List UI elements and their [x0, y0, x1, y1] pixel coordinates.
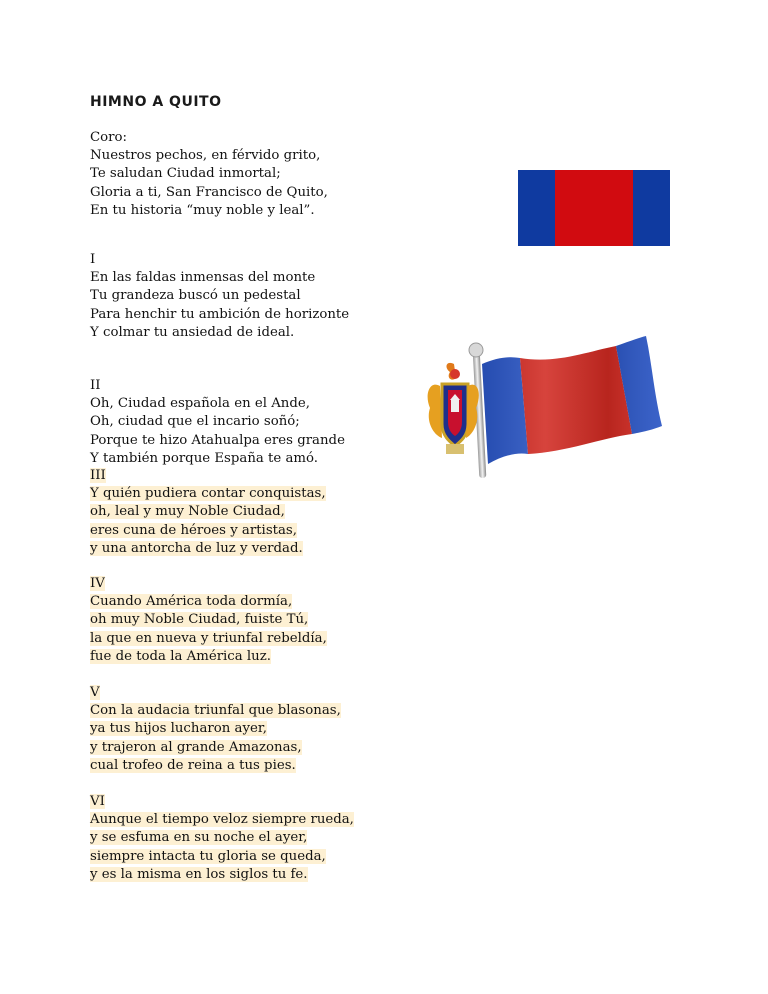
stanza-5	[90, 684, 341, 775]
verse-line: siempre intacta tu gloria se queda,	[90, 848, 326, 864]
verse-line: y se esfuma en su noche el ayer,	[90, 830, 308, 846]
stanza-3	[90, 467, 326, 558]
verse-line: Te saludan Ciudad inmortal;	[90, 166, 281, 182]
verse-line: Con la audacia triunfal que blasonas,	[90, 703, 341, 719]
coat-of-arms-icon	[428, 363, 479, 454]
stanza-label: II	[90, 378, 101, 393]
verse-line: oh, leal y muy Noble Ciudad,	[90, 504, 285, 520]
verse-line: ya tus hijos lucharon ayer,	[90, 721, 267, 737]
stanza-label: I	[90, 252, 96, 267]
verse-line: Para henchir tu ambición de horizonte	[90, 306, 350, 322]
document-title: HIMNO A QUITO	[90, 94, 222, 110]
verse-line: Y también porque España te amó.	[90, 450, 319, 466]
verse-line: Aunque el tiempo veloz siempre rueda,	[90, 812, 354, 828]
stanza-1	[90, 251, 349, 342]
verse-line: Tu grandeza buscó un pedestal	[90, 288, 301, 304]
verse-line: Gloria a ti, San Francisco de Quito,	[90, 184, 328, 200]
verse-line: y trajeron al grande Amazonas,	[90, 739, 302, 755]
verse-line: Nuestros pechos, en férvido grito,	[90, 148, 321, 164]
verse-line: En tu historia “muy noble y leal”.	[90, 202, 315, 218]
stanza-label: IV	[90, 576, 105, 591]
verse-line: y es la misma en los siglos tu fe.	[90, 866, 308, 882]
verse-line: Porque te hizo Atahualpa eres grande	[90, 432, 345, 448]
verse-line: la que en nueva y triunfal rebeldía,	[90, 630, 327, 646]
flag-blue-band-left	[518, 170, 555, 246]
stanza-6	[90, 793, 354, 884]
stanza-label: III	[90, 468, 106, 483]
stanza-2	[90, 377, 345, 468]
flag-blue-band-right	[633, 170, 670, 246]
verse-line: oh muy Noble Ciudad, fuiste Tú,	[90, 612, 309, 628]
verse-line: Oh, ciudad que el incario soñó;	[90, 414, 300, 430]
stanza-4	[90, 575, 327, 666]
waving-flag-with-coat-of-arms-image	[416, 334, 668, 480]
stanza-chorus	[90, 129, 328, 220]
flag-red-band	[555, 170, 633, 246]
verse-line: Y quién pudiera contar conquistas,	[90, 486, 326, 502]
verse-line: cual trofeo de reina a tus pies.	[90, 757, 296, 773]
quito-flag-image	[518, 170, 670, 246]
verse-line: Oh, Ciudad española en el Ande,	[90, 396, 310, 412]
stanza-label: VI	[90, 794, 105, 809]
stanza-label: Coro:	[90, 130, 128, 145]
verse-line: En las faldas inmensas del monte	[90, 270, 316, 286]
verse-line: fue de toda la América luz.	[90, 648, 271, 664]
verse-line: eres cuna de héroes y artistas,	[90, 522, 297, 538]
stanza-label: V	[90, 685, 100, 700]
verse-line: Cuando América toda dormía,	[90, 594, 293, 610]
verse-line: Y colmar tu ansiedad de ideal.	[90, 324, 295, 340]
verse-line: y una antorcha de luz y verdad.	[90, 540, 303, 556]
